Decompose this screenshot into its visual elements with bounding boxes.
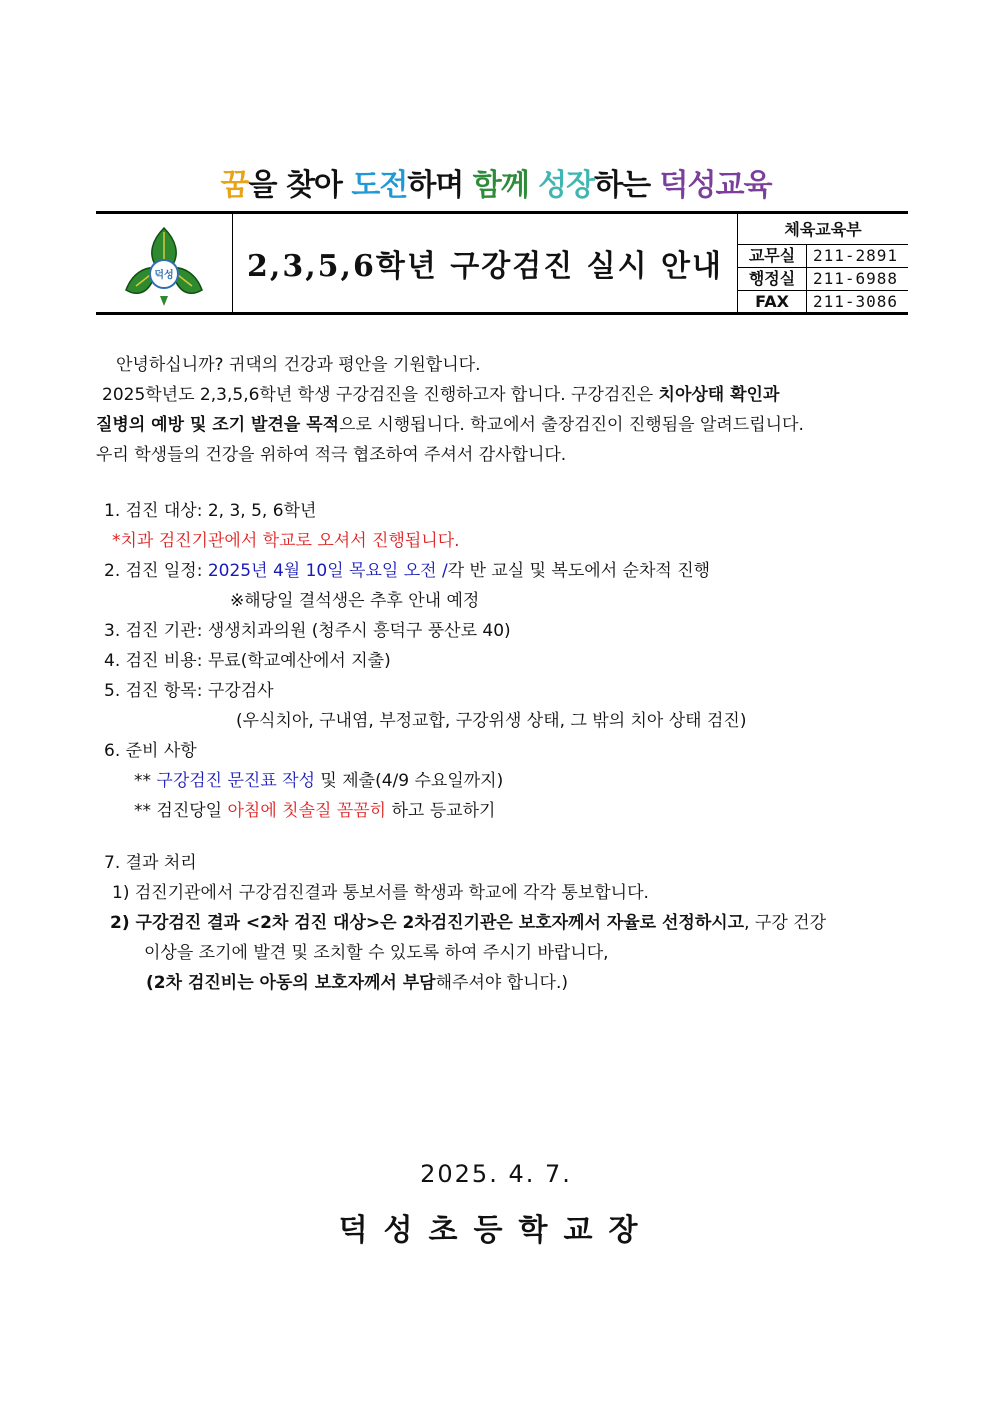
item-preparation: 6. 준비 사항 — [104, 741, 197, 761]
contact-label: 행정실 — [738, 268, 807, 290]
intro-line — [96, 380, 906, 410]
results-text: , 구강 건강 — [744, 913, 826, 933]
slogan-part: 하며 — [407, 168, 473, 203]
results-notice-2-cont: 이상을 조기에 발견 및 조치할 수 있도록 하여 주시기 바랍니다, — [144, 943, 609, 963]
brushing-prefix: ** 검진당일 — [134, 801, 228, 821]
slogan-part: 함께 — [472, 168, 529, 203]
intro-emphasis: 치아상태 확인과 — [658, 385, 780, 405]
slogan-part: 성장 — [538, 168, 595, 203]
slogan-part: 꿈 — [220, 168, 249, 203]
results-emphasis: (2차 검진비는 아동의 보호자께서 부담 — [146, 973, 436, 993]
questionnaire-text: 구강검진 문진표 작성 — [156, 771, 316, 791]
results-notice-2 — [96, 908, 906, 938]
brushing-emphasis: 아침에 칫솔질 꼼꼼히 — [227, 801, 387, 821]
document-date: 2025. 4. 7. — [420, 1160, 572, 1188]
department: 체육교육부 — [738, 214, 908, 245]
document-title: 2,3,5,6학년 구강검진 실시 안내 — [233, 214, 738, 312]
intro-paragraph — [96, 350, 906, 470]
logo-text: 덕성 — [154, 270, 174, 281]
slogan-part: 도전 — [351, 168, 408, 203]
contact-row — [738, 268, 908, 291]
slogan-part: 덕성교육 — [659, 168, 772, 203]
item-schedule-note: ※해당일 결석생은 추후 안내 예정 — [230, 591, 480, 611]
slogan-part: 을 찾아 — [248, 168, 352, 203]
item-contents: 5. 검진 항목: 구강검사 — [104, 681, 274, 701]
slogan-part — [529, 168, 538, 203]
brushing-suffix: 하고 등교하기 — [386, 801, 496, 821]
item-target: 1. 검진 대상: 2, 3, 5, 6학년 — [104, 501, 317, 521]
item-cost: 4. 검진 비용: 무료(학교예산에서 지출) — [104, 651, 391, 671]
intro-text: 으로 시행됩니다. 학교에서 출장검진이 진행됨을 알려드립니다. — [339, 415, 804, 435]
intro-text: 2025학년도 2,3,5,6학년 학생 구강검진을 진행하고자 합니다. 구강검진은 — [102, 385, 659, 405]
signature: 덕성초등학교장 — [338, 1213, 654, 1248]
contact-label: 교무실 — [738, 245, 807, 267]
item-results: 7. 결과 처리 — [104, 853, 197, 873]
contact-table — [738, 214, 908, 312]
item-schedule — [96, 556, 906, 586]
contact-number: 211-2891 — [813, 246, 899, 265]
school-logo — [96, 214, 233, 312]
item-label: 2. 검진 일정: — [104, 561, 208, 581]
questionnaire-deadline: 및 제출(4/9 수요일까지) — [315, 771, 504, 791]
intro-line: 안녕하십니까? 귀댁의 건강과 평안을 기원합니다. — [116, 355, 481, 375]
notice-items — [96, 496, 906, 998]
contact-number: 211-6988 — [813, 269, 899, 288]
contact-number: 211-3086 — [813, 292, 899, 311]
results-notice-3 — [96, 968, 906, 998]
contact-row — [738, 245, 908, 268]
item-contents-detail: (우식치아, 구내염, 부정교합, 구강위생 상태, 그 밖의 치아 상태 검진) — [236, 711, 747, 731]
results-notice-1: 1) 검진기관에서 구강검진결과 통보서를 학생과 학교에 각각 통보합니다. — [112, 883, 649, 903]
contact-label: FAX — [738, 291, 807, 314]
header-box — [96, 211, 908, 315]
results-text: 해주셔야 합니다.) — [435, 973, 569, 993]
intro-line: 우리 학생들의 건강을 위하여 적극 협조하여 주셔서 감사합니다. — [96, 445, 567, 465]
preparation-brushing — [96, 796, 906, 826]
slogan-part: 하는 — [594, 168, 660, 203]
item-target-note: *치과 검진기관에서 학교로 오셔서 진행됩니다. — [112, 531, 460, 551]
preparation-questionnaire — [96, 766, 906, 796]
schedule-detail: 각 반 교실 및 복도에서 순차적 진행 — [447, 561, 711, 581]
bullet: ** — [134, 771, 157, 791]
intro-line — [96, 410, 906, 440]
schedule-date: 2025년 4월 10일 목요일 오전 / — [207, 561, 448, 581]
item-institution: 3. 검진 기관: 생생치과의원 (청주시 흥덕구 풍산로 40) — [104, 621, 511, 641]
school-emblem-icon — [96, 214, 232, 312]
slogan — [0, 160, 992, 204]
contact-row — [738, 291, 908, 314]
results-emphasis: 2) 구강검진 결과 <2차 검진 대상>은 2차검진기관은 보호자께서 자율로 선정하시고 — [110, 913, 745, 933]
intro-emphasis: 질병의 예방 및 조기 발견을 목적 — [96, 415, 340, 435]
